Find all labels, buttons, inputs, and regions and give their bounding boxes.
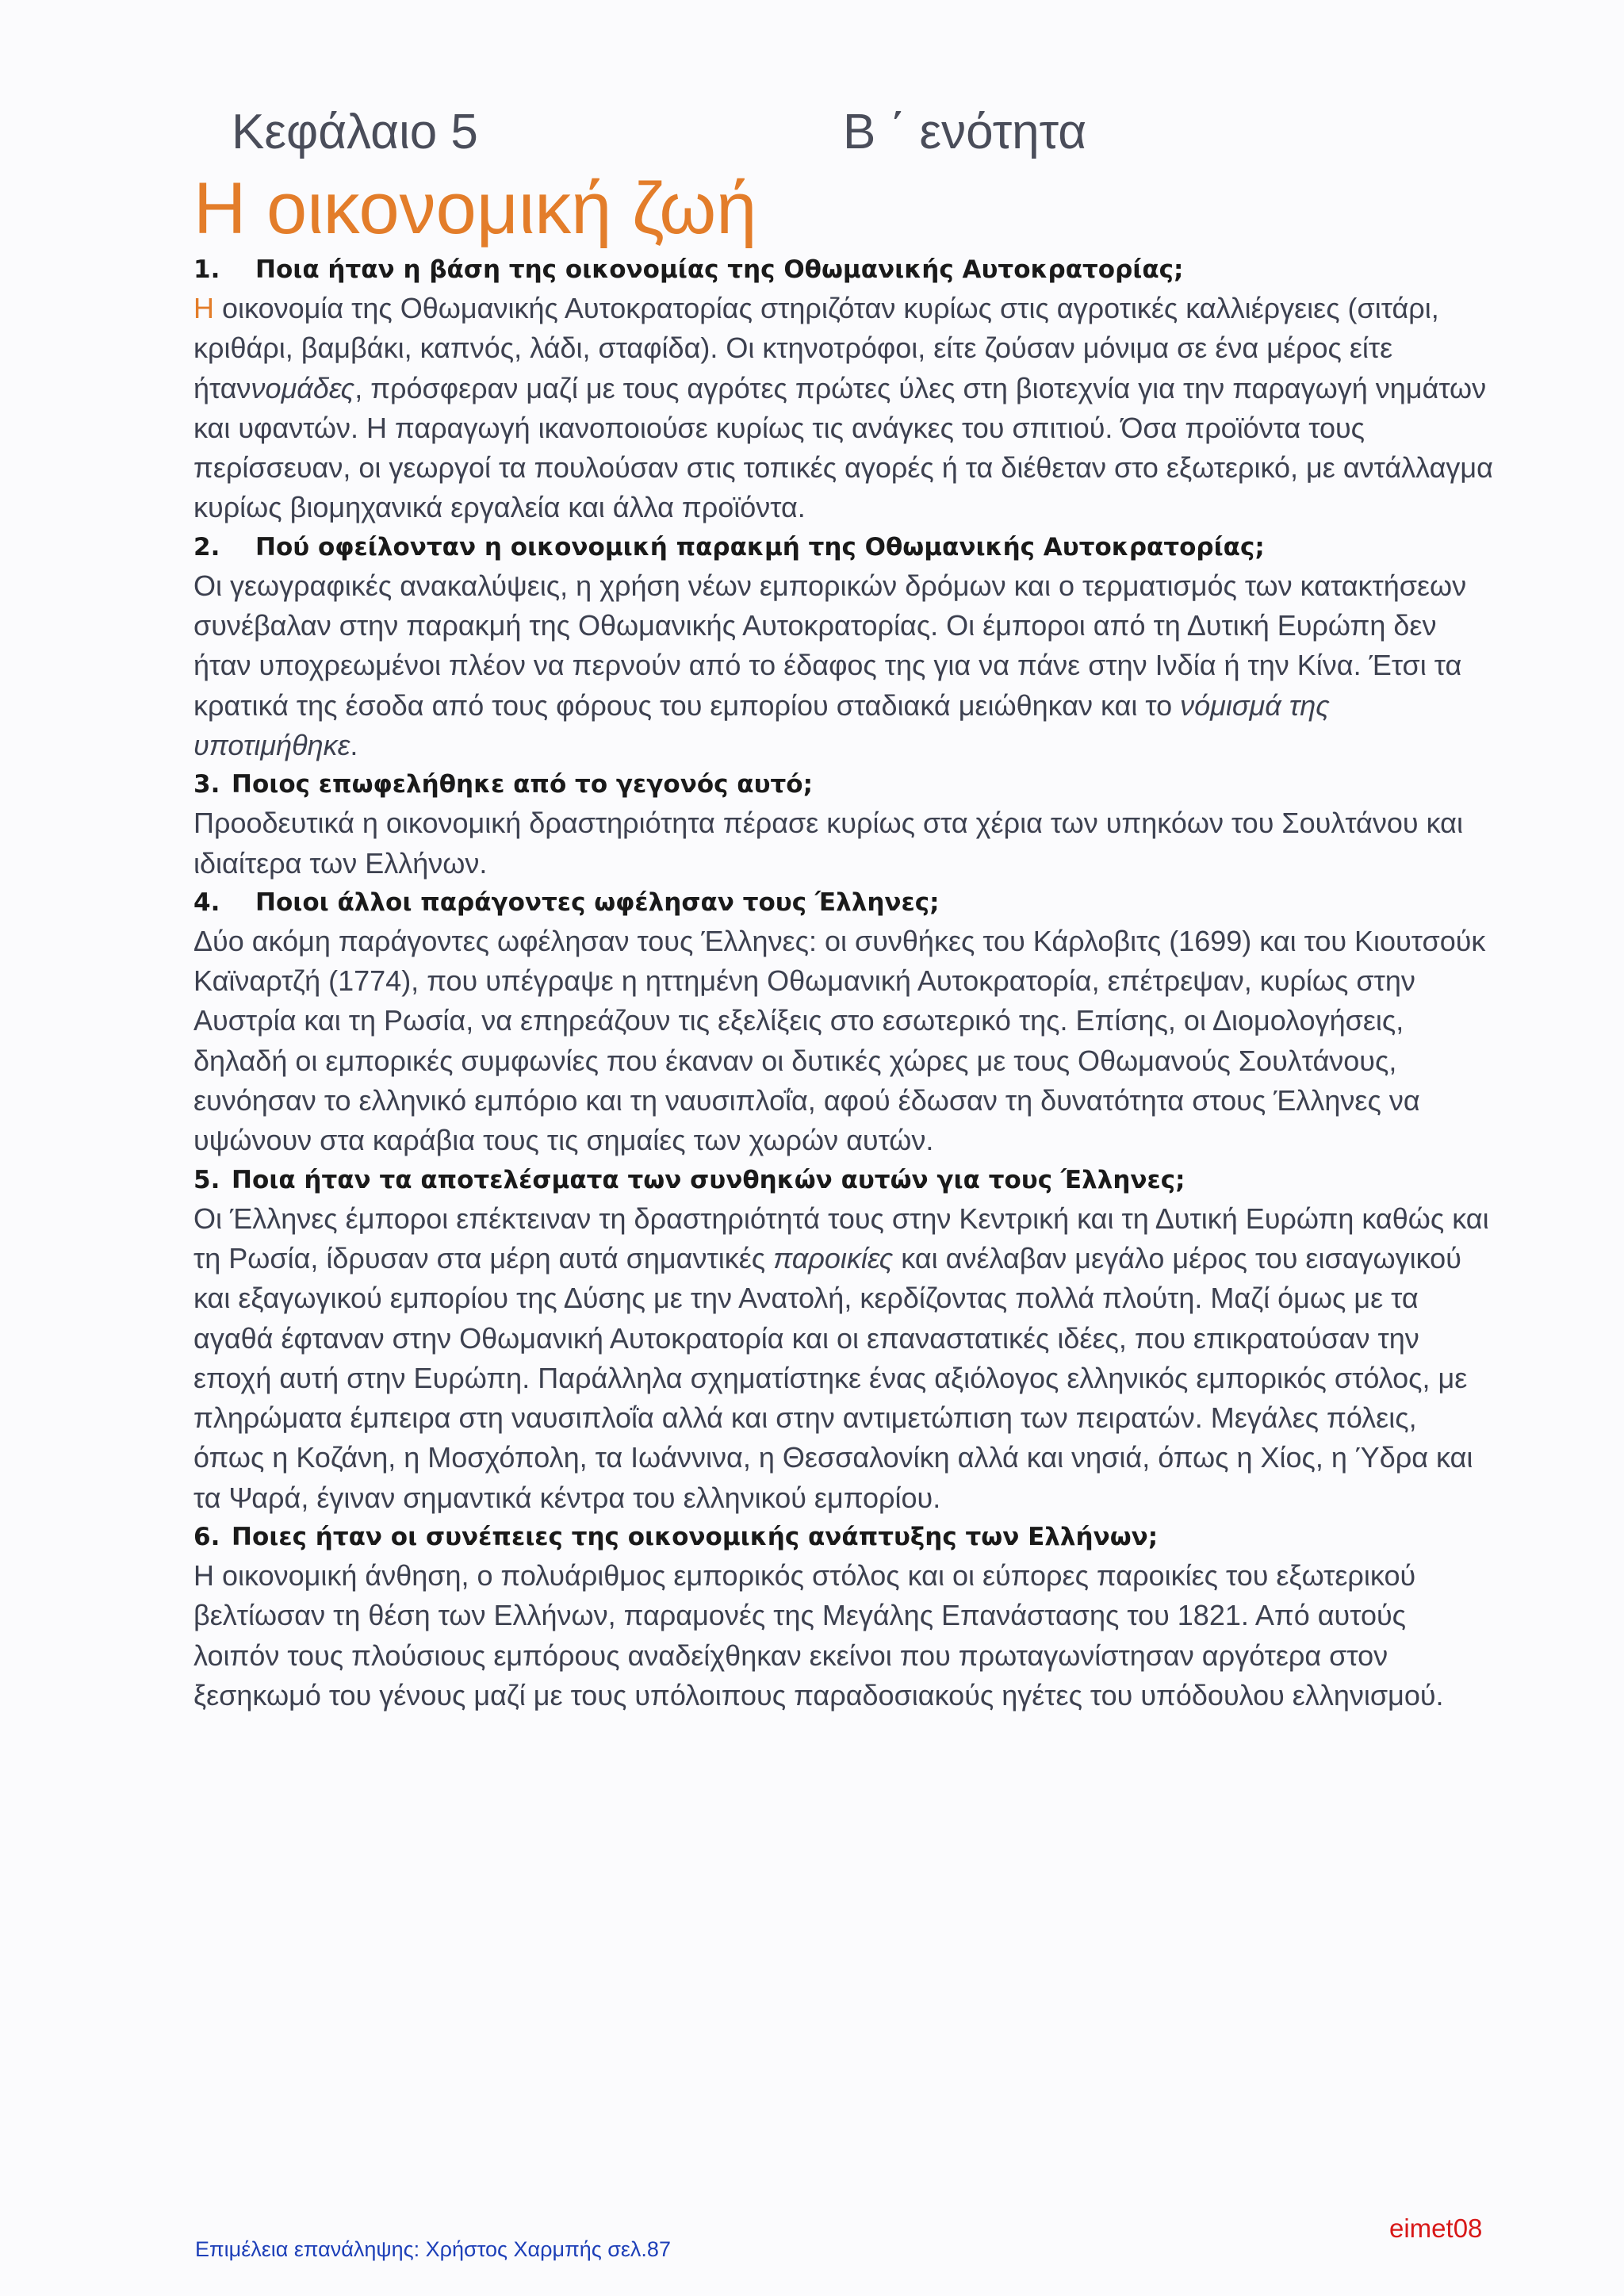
question-5 — [193, 1161, 1494, 1199]
section-label: Β ΄ ενότητα — [843, 105, 1087, 159]
question-6 — [193, 1518, 1494, 1556]
answer-text: οικονομία της Οθωμανικής Αυτοκρατορίας στηριζόταν κυρίως στις αγροτικές καλλιέργειες (σιτάρι, κριθάρι, βαμβάκι, καπνός, λάδι, σταφίδα). Οι κτηνοτρόφοι, είτε ζούσαν μόνιμα σε ένα μέρος είτε ήταν — [193, 292, 1439, 404]
question-number: 5. — [193, 1165, 220, 1194]
question-text: Ποιοι άλλοι παράγοντες ωφέλησαν τους Έλληνες; — [255, 887, 940, 917]
question-number: 2. — [193, 532, 220, 562]
answer-6 — [193, 1556, 1494, 1715]
answer-text: , πρόσφεραν μαζί με τους αγρότες πρώτες ύλες στη βιοτεχνία για την παραγωγή νημάτων και υφαντών. Η παραγωγή ικανοποιούσε κυρίως τις ανάγκες του σπιτιού. Όσα προϊόντα τους περίσσευαν, οι γεωργοί τα πουλούσαν στις τοπικές αγορές ή τα διέθεταν στο εξωτερικό, με αντάλλαγμα κυρίως βιομηχανικά εργαλεία και άλλα προϊόντα. — [193, 371, 1493, 524]
question-text: Πού οφείλονταν η οικονομική παρακμή της Οθωμανικής Αυτοκρατορίας; — [255, 532, 1265, 562]
qa-content — [193, 251, 1494, 1715]
answer-text: Οι Έλληνες έμποροι επέκτειναν τη δραστηριότητά τους στην Κεντρική και τη Δυτική Ευρώπη καθώς και τη Ρωσία, ίδρυσαν στα μέρη αυτά σημαντικές — [193, 1202, 1489, 1274]
question-text: Ποιος επωφελήθηκε από το γεγονός αυτό; — [232, 770, 813, 799]
question-text: Ποια ήταν τα αποτελέσματα των συνθηκών αυτών για τους Έλληνες; — [232, 1165, 1185, 1194]
page-title: Η οικονομική ζωή — [193, 168, 757, 249]
answer-text: και ανέλαβαν μεγάλο μέρος του εισαγωγικού και εξαγωγικού εμπορίου της Δύσης με την Ανατολή, κερδίζοντας πολλά πλούτη. Μαζί όμως με τα αγαθά έφταναν στην Οθωμανική Αυτοκρατορία και οι επαναστατικές ιδέες, που επικρατούσαν την εποχή αυτή στην Ευρώπη. Παράλληλα σχηματίστηκε ένας αξιόλογος ελληνικός εμπορικός στόλος, με πληρώματα έμπειρα στη ναυσιπλοΐα αλλά και στην αντιμετώπιση των πειρατών. Μεγάλες πόλεις, όπως η Κοζάνη, η Μοσχόπολη, τα Ιωάννινα, η Θεσσαλονίκη αλλά και νησιά, όπως η Χίος, η Ύδρα και τα Ψαρά, έγιναν σημαντικά κέντρα του ελληνικού εμπορίου. — [193, 1241, 1473, 1514]
answer-text: Προοδευτικά η οικονομική δραστηριότητα πέρασε κυρίως στα χέρια των υπηκόων του Σουλτάνου και ιδιαίτερα των Ελλήνων. — [193, 807, 1463, 880]
answer-text: . — [350, 728, 358, 761]
chapter-label: Κεφάλαιο 5 — [232, 105, 478, 159]
answer-term: νομάδες — [251, 371, 355, 404]
question-number: 4. — [193, 887, 220, 917]
answer-4 — [193, 922, 1494, 1161]
question-3 — [193, 765, 1494, 803]
answer-initial: Η — [193, 292, 214, 324]
answer-1 — [193, 289, 1494, 528]
answer-3 — [193, 803, 1494, 884]
answer-term: παροικίες — [773, 1241, 894, 1274]
question-1 — [193, 251, 1494, 289]
answer-text: Δύο ακόμη παράγοντες ωφέλησαν τους Έλληνες: οι συνθήκες του Κάρλοβιτς (1699) και του Κιουτσούκ Καϊναρτζή (1774), που υπέγραψε η ηττημένη Οθωμανική Αυτοκρατορία, επέτρεψαν, κυρίως στην Αυστρία και τη Ρωσία, να επηρεάζουν τις εξελίξεις στο εσωτερικό της. Επίσης, οι Διομολογήσεις, δηλαδή οι εμπορικές συμφωνίες που έκαναν οι δυτικές χώρες με τους Οθωμανούς Σουλτάνους, ευνόησαν το ελληνικό εμπόριο και τη ναυσιπλοΐα, αφού έδωσαν τη δυνατότητα στους Έλληνες να υψώνουν στα καράβια τους τις σημαίες των χωρών αυτών. — [193, 924, 1486, 1157]
question-2 — [193, 528, 1494, 566]
question-4 — [193, 884, 1494, 922]
question-number: 1. — [193, 255, 220, 284]
answer-5 — [193, 1199, 1494, 1518]
question-text: Ποια ήταν η βάση της οικονομίας της Οθωμανικής Αυτοκρατορίας; — [255, 255, 1184, 284]
footer-credit: Επιμέλεια επανάληψης: Χρήστος Χαρμπής σελ.87 — [195, 2237, 671, 2261]
answer-text: Οι γεωγραφικές ανακαλύψεις, η χρήση νέων εμπορικών δρόμων και ο τερματισμός των κατακτήσεων συνέβαλαν στην παρακμή της Οθωμανικής Αυτοκρατορίας. Οι έμποροι από τη Δυτική Ευρώπη δεν ήταν υποχρεωμένοι πλέον να περνούν από το έδαφος της για να πάνε στην Ινδία ή την Κίνα. Έτσι τα κρατικά της έσοδα από τους φόρους του εμπορίου σταδιακά μειώθηκαν και το — [193, 569, 1467, 722]
question-number: 6. — [193, 1523, 220, 1552]
question-number: 3. — [193, 770, 220, 799]
answer-term: νόμισμά της υποτιμήθηκε — [193, 688, 1330, 761]
answer-text: Η οικονομική άνθηση, ο πολυάριθμος εμπορικός στόλος και οι εύπορες παροικίες του εξωτερικού βελτίωσαν τη θέση των Ελλήνων, παραμονές της Μεγάλης Επανάστασης του 1821. Από αυτούς λοιπόν τους πλούσιους εμπόρους αναδείχθηκαν εκείνοι που πρωταγωνίστησαν αργότερα στον ξεσηκωμό του γένους μαζί με τους υπόλοιπους παραδοσιακούς ηγέτες του υπόδουλου ελληνισμού. — [193, 1559, 1444, 1711]
answer-2 — [193, 566, 1494, 765]
question-text: Ποιες ήταν οι συνέπειες της οικονομικής ανάπτυξης των Ελλήνων; — [232, 1523, 1159, 1552]
footer-code: eimet08 — [1389, 2214, 1483, 2243]
